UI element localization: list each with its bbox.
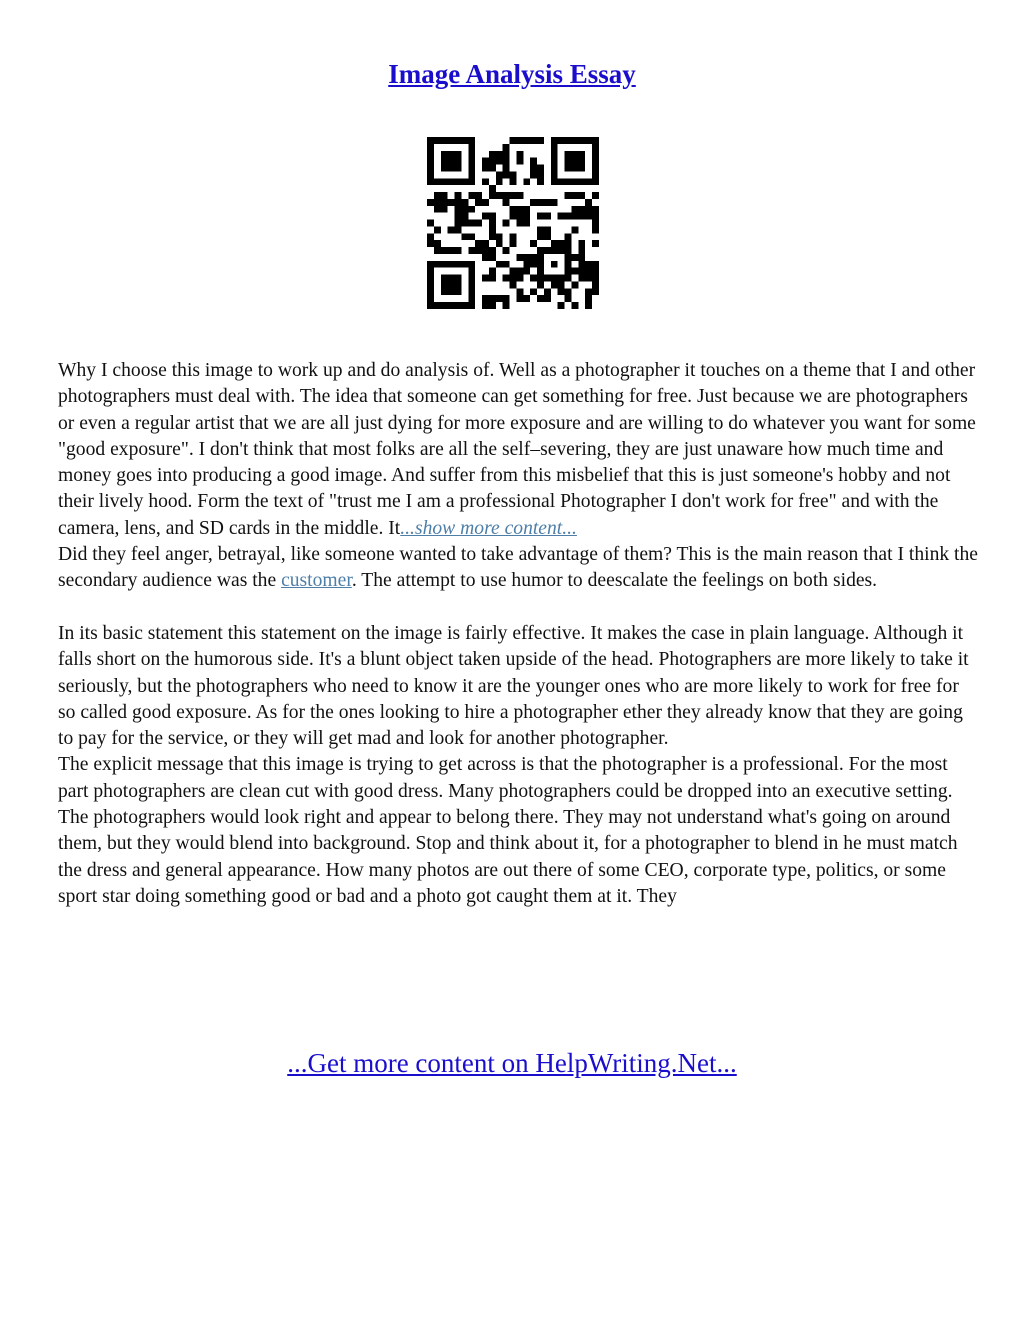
paragraph-gap xyxy=(58,595,978,621)
get-more-content-link[interactable]: ...Get more content on HelpWriting.Net... xyxy=(287,1048,737,1078)
document-title xyxy=(0,54,1024,94)
paragraph-2-text-end: . The attempt to use humor to deescalate the feelings on both sides. xyxy=(351,570,878,592)
paragraph-1-text: Why I choose this image to work up and do analysis of. Well as a photographer it touches on a theme that I and other photographers must deal with. The idea that someone can get something for free. Just because we are photographers or even a regular artist that we are all just dying for more exposure and are willing to do whatever you want for some "good exposure". I don't think that most folks are all the self–severing, they are just unaware how much time and money goes into producing a good image. And suffer from this misbelief that this is just someone's hobby and not their lively hood. Form the text of "trust me I am a professional Photographer I don't work for free" and with the camera, lens, and SD cards in the middle. It xyxy=(58,360,976,539)
paragraph-3: In its basic statement this statement on the image is fairly effective. It makes the case in plain language. Although it falls short on the humorous side. It's a blunt object taken upside of the head. Photographers are more likely to take it seriously, but the photographers who need to know it are the younger ones who are more likely to work for free for so called good exposure. As for the ones looking to hire a photographer ether they already know that they are going to pay for the service, or they will get mad and look for another photographer. xyxy=(58,622,969,750)
footer xyxy=(0,1043,1024,1083)
paragraph-1 xyxy=(58,358,978,542)
qr-code-icon xyxy=(427,137,599,309)
show-more-link[interactable]: ...show more content... xyxy=(400,517,577,539)
essay-body xyxy=(58,358,978,910)
paragraph-2-text-start: Did they feel anger, betrayal, like someone wanted to take advantage of them? This is the main reason that I think the secondary audience was the xyxy=(58,544,978,592)
title-link[interactable]: Image Analysis Essay xyxy=(388,59,636,89)
paragraph-2 xyxy=(58,542,978,595)
paragraph-4: The explicit message that this image is trying to get across is that the photographer is a professional. For the most part photographers are clean cut with good dress. Many photographers could be dropped into an executive setting. The photographers would look right and appear to belong there. They may not understand what's going on around them, but they would blend into background. Stop and think about it, for a photographer to blend in he must match the dress and general appearance. How many photos are out there of some CEO, corporate type, politics, or some sport star doing something good or bad and a photo got caught them at it. They xyxy=(58,754,958,907)
customer-link[interactable]: customer xyxy=(281,570,352,592)
